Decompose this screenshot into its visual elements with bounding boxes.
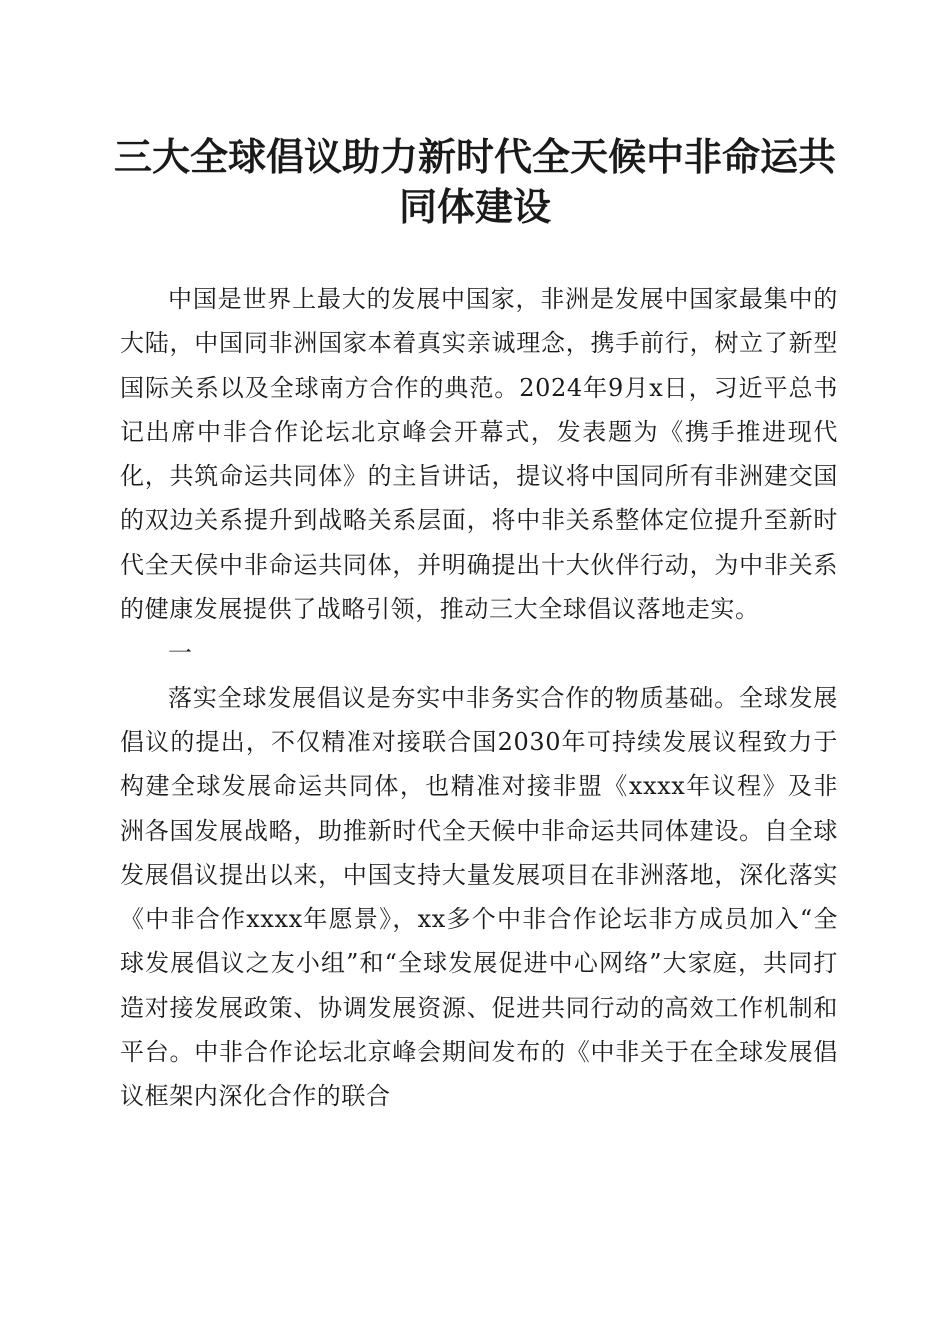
section-number: 一 bbox=[168, 639, 192, 668]
document-title: 三大全球倡议助力新时代全天候中非命运共同体建设 bbox=[113, 134, 836, 229]
paragraph-section-one: 落实全球发展倡议是夯实中非务实合作的物质基础。全球发展倡议的提出，不仅精准对接联合国2030年可持续发展议程致力于构建全球发展命运共同体，也精准对接非盟《xxxx年议程》及非洲各国发展战略，助推新时代全天候中非命运共同体建设。自全球发展倡议提出以来，中国支持大量发展项目在非洲落地，深化落实《中非合作xxxx年愿景》，xx多个中非合作论坛非方成员加入“全球发展倡议之友小组”和“全球发展促进中心网络”大家庭，共同打造对接发展政策、协调发展资源、促进共同行动的高效工作机制和平台。中非合作论坛北京峰会期间发布的《中非关于在全球发展倡议框架内深化合作的联合 bbox=[120, 683, 838, 1111]
paragraph-intro: 中国是世界上最大的发展中国家，非洲是发展中国家最集中的大陆，中国同非洲国家本着真实亲诚理念，携手前行，树立了新型国际关系以及全球南方合作的典范。2024年9月x日，习近平总书记出席中非合作论坛北京峰会开幕式，发表题为《携手推进现代化，共筑命运共同体》的主旨讲话，提议将中国同所有非洲建交国的双边关系提升到战略关系层面，将中非关系整体定位提升至新时代全天侯中非命运共同体，并明确提出十大伙伴行动，为中非关系的健康发展提供了战略引领，推动三大全球倡议落地走实。 bbox=[120, 285, 838, 624]
document-body bbox=[120, 277, 838, 1119]
